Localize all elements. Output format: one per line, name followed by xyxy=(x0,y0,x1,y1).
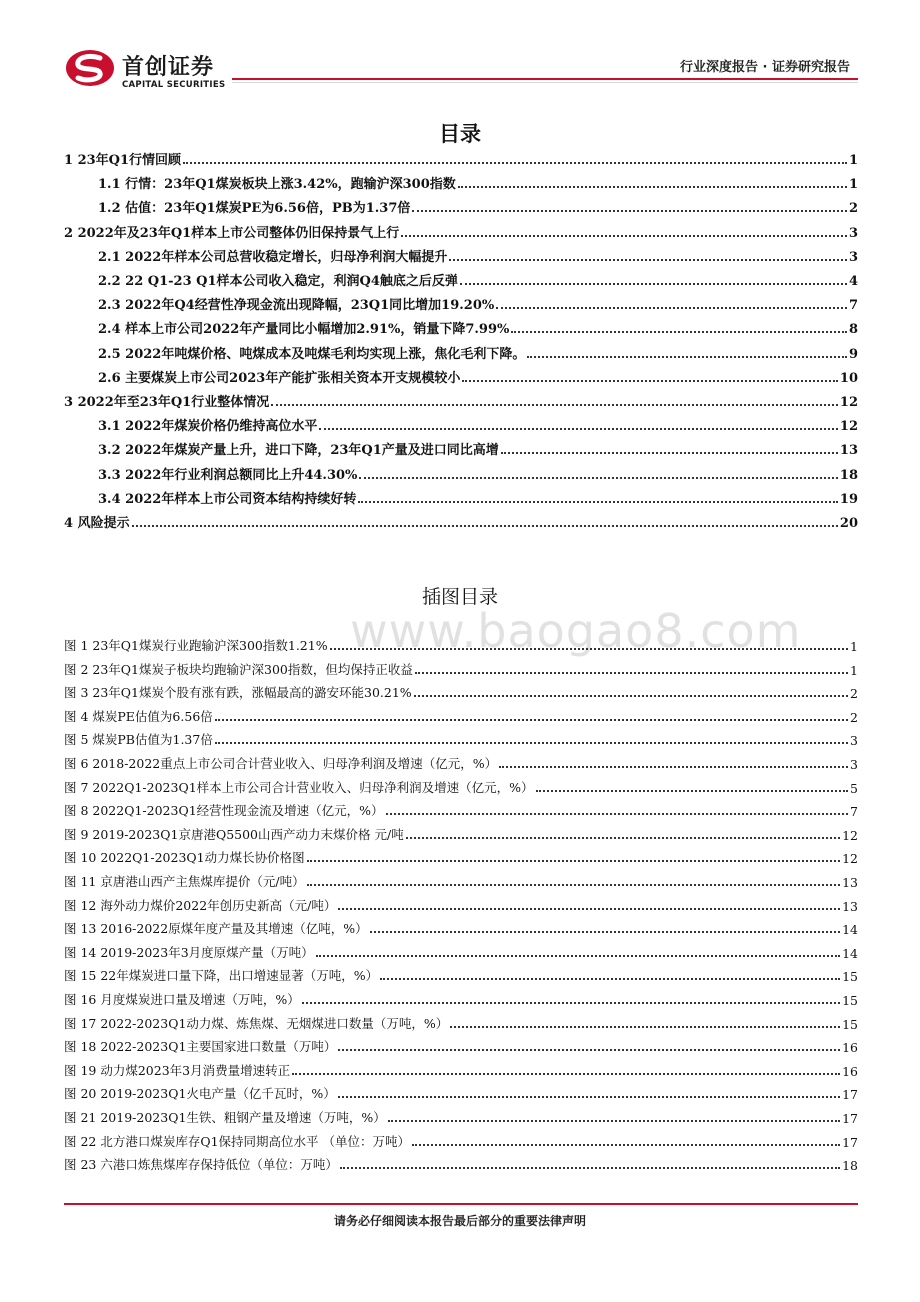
toc-entry[interactable] xyxy=(64,170,858,192)
toc-entry-page: 7 xyxy=(848,298,858,314)
dot-leader xyxy=(338,1096,840,1098)
report-type-label: 行业深度报告 · 证券研究报告 xyxy=(680,60,850,75)
legal-disclaimer: 请务必仔细阅读本报告最后部分的重要法律声明 xyxy=(333,1214,586,1228)
toc-entry-label: 2.4 样本上市公司2022年产量同比小幅增加2.91%，销量下降7.99% xyxy=(98,322,510,338)
figure-entry-page: 14 xyxy=(842,945,858,961)
figure-entry[interactable] xyxy=(64,656,858,678)
dot-leader xyxy=(458,186,847,188)
figure-entry-page: 13 xyxy=(842,898,858,914)
figure-entry-page: 14 xyxy=(842,922,858,938)
toc-entry-page: 20 xyxy=(839,516,858,531)
figure-entry-page: 5 xyxy=(850,780,858,796)
page-header xyxy=(0,0,920,110)
figure-entry-page: 18 xyxy=(842,1158,858,1174)
toc-entry-page: 13 xyxy=(839,443,858,459)
figure-entry[interactable] xyxy=(64,1033,858,1055)
figure-entry-page: 12 xyxy=(842,851,858,867)
figure-entry-page: 15 xyxy=(842,1016,858,1032)
capital-securities-logo-icon xyxy=(64,48,116,88)
figure-entry-label: 图 11 京唐港山西产主焦煤库提价（元/吨） xyxy=(64,874,305,889)
dot-leader xyxy=(414,695,848,697)
dot-leader xyxy=(388,1120,840,1122)
toc-entry-label: 3.3 2022年行业利润总额同比上升44.30% xyxy=(98,467,358,483)
figure-entry-label: 图 22 北方港口煤炭库存Q1保持同期高位水平 （单位：万吨） xyxy=(64,1133,411,1149)
toc-entry[interactable] xyxy=(64,315,858,337)
dot-leader xyxy=(412,1144,840,1146)
toc-entry[interactable] xyxy=(64,461,858,483)
dot-leader xyxy=(307,884,841,886)
figure-entry-label: 图 16 月度煤炭进口量及增速（万吨，%） xyxy=(64,992,300,1007)
figure-entry-label: 图 17 2022-2023Q1动力煤、炼焦煤、无烟煤进口数量（万吨，%） xyxy=(64,1015,449,1031)
figure-entry[interactable] xyxy=(64,750,858,772)
figure-entry-page: 3 xyxy=(850,733,858,749)
dot-leader xyxy=(359,477,838,479)
figure-entry-page: 17 xyxy=(842,1087,858,1103)
figure-entry-page: 17 xyxy=(842,1111,858,1126)
figure-entry[interactable] xyxy=(64,892,858,914)
toc-entry[interactable] xyxy=(64,340,858,362)
dot-leader xyxy=(450,1026,840,1028)
figure-entry-label: 图 23 六港口炼焦煤库存保持低位（单位：万吨） xyxy=(64,1157,338,1173)
figure-entry[interactable] xyxy=(64,1057,858,1079)
figure-entry[interactable] xyxy=(64,726,858,748)
dot-leader xyxy=(307,860,840,862)
dot-leader xyxy=(401,235,847,237)
dot-leader xyxy=(338,908,840,910)
figure-entry-label: 图 12 海外动力煤价2022年创历史新高（元/吨） xyxy=(64,897,337,913)
dot-leader xyxy=(449,259,847,261)
figure-entry-label: 图 3 23年Q1煤炭个股有涨有跌，涨幅最高的潞安环能30.21% xyxy=(64,685,412,701)
dot-leader xyxy=(215,742,848,744)
dot-leader xyxy=(330,648,848,650)
footer-divider xyxy=(64,1203,858,1205)
figure-list-title: 插图目录 xyxy=(421,586,498,608)
dot-leader xyxy=(527,356,847,358)
brand-name-cn: 首创证券 xyxy=(122,55,215,80)
figure-entry[interactable] xyxy=(64,774,858,796)
toc-entry-label: 1.2 估值：23年Q1煤炭PE为6.56倍，PB为1.37倍 xyxy=(98,201,411,217)
figure-entry-label: 图 9 2019-2023Q1京唐港Q5500山西产动力末煤价格 元/吨 xyxy=(64,826,404,842)
dot-leader xyxy=(499,766,848,768)
header-divider xyxy=(232,78,858,80)
toc-entry-page: 8 xyxy=(848,322,858,338)
figure-entry-label: 图 21 2019-2023Q1生铁、粗钢产量及增速（万吨，%） xyxy=(64,1110,386,1125)
dot-leader xyxy=(412,210,847,212)
figure-entry-label: 图 18 2022-2023Q1主要国家进口数量（万吨） xyxy=(64,1039,337,1055)
figure-entry[interactable] xyxy=(64,821,858,843)
dot-leader xyxy=(501,452,838,454)
toc-entry-page: 12 xyxy=(839,395,858,410)
toc-entry-page: 12 xyxy=(839,419,858,435)
figure-entry-page: 17 xyxy=(842,1134,858,1150)
toc-entry[interactable] xyxy=(64,243,858,265)
toc-entry[interactable] xyxy=(64,485,858,507)
figure-entry-label: 图 1 23年Q1煤炭行业跑输沪深300指数1.21% xyxy=(64,638,328,653)
toc-entry-label: 1.1 行情：23年Q1煤炭板块上涨3.42%，跑输沪深300指数 xyxy=(98,177,456,193)
dot-leader xyxy=(380,978,840,980)
toc-entry[interactable] xyxy=(64,388,858,410)
dot-leader xyxy=(511,331,847,333)
toc-entry-label: 2.2 22 Q1-23 Q1样本公司收入稳定，利润Q4触底之后反弹 xyxy=(98,274,458,289)
toc-entry-page: 1 xyxy=(848,153,858,168)
figure-entry[interactable] xyxy=(64,632,858,654)
toc-entry[interactable] xyxy=(64,364,858,386)
toc-entry[interactable] xyxy=(64,194,858,216)
figure-entry-label: 图 7 2022Q1-2023Q1样本上市公司合计营业收入、归母净利润及增速（亿元，%） xyxy=(64,779,534,795)
toc-entry[interactable] xyxy=(64,219,858,241)
figure-entry-page: 12 xyxy=(842,827,858,843)
figure-entry-label: 图 2 23年Q1煤炭子板块均跑输沪深300指数，但均保持正收益 xyxy=(64,661,413,677)
figure-entry[interactable] xyxy=(64,986,858,1008)
figure-entry-page: 2 xyxy=(850,709,858,725)
figure-entry-label: 图 5 煤炭PB估值为1.37倍 xyxy=(64,732,213,748)
dot-leader xyxy=(302,1002,840,1004)
toc-entry[interactable] xyxy=(64,291,858,313)
toc-entry-page: 3 xyxy=(848,249,858,265)
toc-entry-page: 18 xyxy=(839,467,858,483)
figure-entry[interactable] xyxy=(64,962,858,984)
figure-entry[interactable] xyxy=(64,844,858,866)
figure-entry[interactable] xyxy=(64,1010,858,1032)
dot-leader xyxy=(271,404,838,406)
figure-entry-page: 15 xyxy=(842,969,858,985)
figure-entry-label: 图 14 2019-2023年3月度原煤产量（万吨） xyxy=(64,944,314,960)
watermark: www.baogao8.com xyxy=(350,604,802,658)
toc-entry-page: 3 xyxy=(848,225,858,241)
dot-leader xyxy=(406,837,840,839)
figure-entry-label: 图 8 2022Q1-2023Q1经营性现金流及增速（亿元，%） xyxy=(64,803,384,819)
toc-title: 目录 xyxy=(439,122,481,146)
toc-entry[interactable] xyxy=(64,509,858,531)
toc-entry[interactable] xyxy=(64,146,858,168)
toc-entry-page: 4 xyxy=(848,274,858,289)
figure-entry-page: 16 xyxy=(842,1063,858,1079)
toc-entry-page: 19 xyxy=(839,491,858,507)
toc-entry-label: 2 2022年及23年Q1样本上市公司整体仍旧保持景气上行 xyxy=(64,225,400,241)
toc-entry[interactable] xyxy=(64,267,858,289)
toc-entry-label: 3.4 2022年样本上市公司资本结构持续好转 xyxy=(98,491,357,507)
header-divider-thin xyxy=(232,82,858,83)
figure-entry-label: 图 4 煤炭PE估值为6.56倍 xyxy=(64,708,213,724)
figure-entry-label: 图 10 2022Q1-2023Q1动力煤长协价格图 xyxy=(64,850,305,866)
figure-entry[interactable] xyxy=(64,797,858,819)
figure-entry-page: 15 xyxy=(842,993,858,1008)
figure-entry-page: 13 xyxy=(842,875,858,890)
figure-entry-page: 1 xyxy=(850,662,858,678)
toc-entry-page: 10 xyxy=(839,370,858,386)
toc-entry[interactable] xyxy=(64,412,858,434)
toc-entry-label: 4 风险提示 xyxy=(64,516,130,531)
figure-entry-label: 图 15 22年煤炭进口量下降，出口增速显著（万吨，%） xyxy=(64,968,379,984)
dot-leader xyxy=(358,501,838,503)
figure-entry[interactable] xyxy=(64,868,858,890)
dot-leader xyxy=(183,162,847,164)
dot-leader xyxy=(536,790,849,792)
figure-entry-page: 3 xyxy=(850,757,858,772)
figure-entry-page: 16 xyxy=(842,1040,858,1056)
figure-entry[interactable] xyxy=(64,915,858,937)
dot-leader xyxy=(386,813,849,815)
dot-leader xyxy=(496,307,847,309)
toc-entry-label: 2.5 2022年吨煤价格、吨煤成本及吨煤毛利均实现上涨，焦化毛利下降。 xyxy=(98,346,526,362)
figure-entry-label: 图 6 2018-2022重点上市公司合计营业收入、归母净利润及增速（亿元，%） xyxy=(64,756,498,771)
figure-entry-page: 1 xyxy=(850,639,858,654)
figure-entry[interactable] xyxy=(64,679,858,701)
dot-leader xyxy=(460,283,847,285)
toc-entry-label: 3.1 2022年煤炭价格仍维持高位水平 xyxy=(98,419,318,435)
dot-leader xyxy=(215,719,848,721)
dot-leader xyxy=(462,380,838,382)
dot-leader xyxy=(340,1167,840,1169)
toc-entry-label: 3.2 2022年煤炭产量上升，进口下降，23年Q1产量及进口同比高增 xyxy=(98,443,499,459)
dot-leader xyxy=(292,1073,840,1075)
dot-leader xyxy=(319,428,838,430)
toc-entry-label: 2.6 主要煤炭上市公司2023年产能扩张相关资本开支规模较小 xyxy=(98,370,461,386)
toc-entry-page: 1 xyxy=(848,177,858,193)
figure-entry-page: 7 xyxy=(850,804,858,820)
toc-entry-page: 2 xyxy=(848,201,858,217)
figure-entry[interactable] xyxy=(64,1104,858,1126)
toc-entry-label: 2.3 2022年Q4经营性净现金流出现降幅，23Q1同比增加19.20% xyxy=(98,298,495,314)
figure-entry-label: 图 20 2019-2023Q1火电产量（亿千瓦时，%） xyxy=(64,1086,336,1102)
brand-name-en: CAPITAL SECURITIES xyxy=(122,80,226,90)
dot-leader xyxy=(370,931,841,933)
figure-entry-label: 图 13 2016-2022原煤年度产量及其增速（亿吨，%） xyxy=(64,921,368,937)
toc-entry-label: 1 23年Q1行情回顾 xyxy=(64,153,182,168)
figure-entry-page: 2 xyxy=(850,686,858,702)
toc-entry[interactable] xyxy=(64,436,858,458)
dot-leader xyxy=(415,672,848,674)
toc-entry-page: 9 xyxy=(848,346,858,362)
toc-entry-label: 3 2022年至23年Q1行业整体情况 xyxy=(64,395,270,410)
dot-leader xyxy=(338,1049,840,1051)
figure-entry[interactable] xyxy=(64,1080,858,1102)
dot-leader xyxy=(132,525,838,527)
toc-entry-label: 2.1 2022年样本公司总营收稳定增长，归母净利润大幅提升 xyxy=(98,249,448,265)
figure-entry[interactable] xyxy=(64,703,858,725)
figure-entry[interactable] xyxy=(64,1151,858,1173)
figure-entry[interactable] xyxy=(64,1128,858,1150)
dot-leader xyxy=(316,955,840,957)
figure-entry-label: 图 19 动力煤2023年3月消费量增速转正 xyxy=(64,1062,291,1078)
figure-entry[interactable] xyxy=(64,939,858,961)
